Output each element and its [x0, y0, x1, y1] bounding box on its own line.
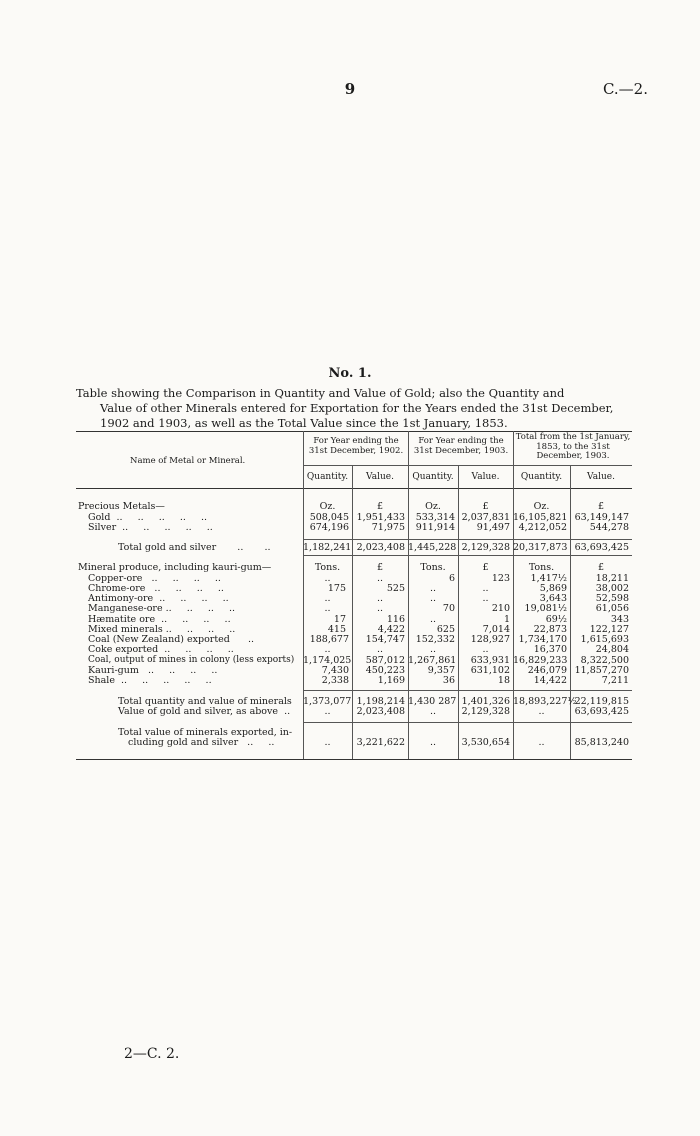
table-cell: .. [429, 644, 437, 655]
table-cell: 2,129,328 [461, 706, 510, 717]
caption-line: Value of other Minerals entered for Exportation for the Years ended the 31st December, [100, 401, 614, 415]
table-cell: .. [482, 593, 489, 604]
table-cell: 1,951,433 [356, 512, 405, 523]
table-cell: 18,893,227½ [513, 696, 577, 707]
table-cell: 175 [327, 583, 346, 594]
table-cell: .. [376, 593, 384, 604]
table-cell: 152,332 [415, 634, 455, 645]
table-cell: 1,417½ [530, 573, 567, 584]
table-cell: 14,422 [533, 675, 567, 686]
table-cell: £ [597, 501, 605, 512]
row-label: Manganese-ore .. .. .. .. [88, 603, 236, 614]
row-label-text: Coke exported [88, 644, 159, 655]
table-cell: 544,278 [589, 522, 629, 533]
row-label-text: Copper-ore [88, 573, 143, 584]
table-cell: .. [538, 737, 545, 748]
table-cell: 20,317,873 [513, 542, 568, 553]
table-cell: 70 [442, 603, 455, 614]
table-cell: .. [376, 644, 384, 655]
table-cell: 2,023,408 [356, 542, 405, 553]
table-cell: 24,804 [595, 644, 629, 655]
table-number-heading: No. 1. [328, 366, 372, 381]
table-cell: 69½ [545, 614, 567, 625]
table-cell: Oz. [425, 501, 441, 512]
row-label-text: Kauri-gum [88, 665, 139, 676]
table-cell: 16,370 [533, 644, 567, 655]
table-cell: 1,174,025 [303, 655, 352, 666]
subheader-value: Value. [366, 472, 394, 482]
row-label-text: Silver [88, 522, 117, 533]
table-cell: 128,927 [470, 634, 510, 645]
table-cell: £ [482, 501, 489, 512]
table-cell: Tons. [420, 562, 446, 573]
table-cell: .. [429, 583, 437, 594]
row-label: Hæmatite ore .. .. .. .. [88, 614, 231, 625]
table-cell: £ [376, 562, 384, 573]
row-label: Mineral produce, including kauri-gum— [78, 562, 272, 573]
table-cell: .. [324, 706, 331, 717]
table-cell: Tons. [314, 562, 341, 573]
caption-line: Table showing the Comparison in Quantity and Value of Gold; also the Quantity and [76, 386, 565, 400]
table-cell: 11,857,270 [574, 665, 629, 676]
table-cell: 122,127 [589, 624, 629, 635]
row-label-text: Antimony-ore [88, 593, 154, 604]
row-label: Chrome-ore .. .. .. .. [88, 583, 224, 594]
document-reference: C.—2. [602, 80, 648, 98]
row-label-text: Chrome-ore [88, 583, 146, 594]
table-cell: 63,149,147 [574, 512, 629, 523]
name-column-header: Name of Metal or Mineral. [130, 456, 246, 466]
row-label-text: Coal (New Zealand) exported [88, 634, 230, 645]
table-cell: .. [324, 573, 331, 584]
table-cell: 1 [503, 614, 510, 625]
group-header: For Year ending the 31st December, 1903. [413, 436, 509, 456]
table-cell: 22,119,815 [574, 696, 629, 707]
page-footer: 2—C. 2. [124, 1046, 180, 1062]
row-label: Kauri-gum .. .. .. .. [88, 665, 218, 676]
table-cell: 3,530,654 [461, 737, 510, 748]
table-cell: 450,223 [365, 665, 405, 676]
table-cell: 8,322,500 [580, 655, 629, 666]
header-bottom-rule [76, 488, 632, 489]
table-cell: 2,338 [321, 675, 349, 686]
table-cell: .. [376, 603, 384, 614]
table-caption [76, 386, 630, 431]
table-cell: 116 [386, 614, 405, 625]
table-cell: 36 [442, 675, 455, 686]
row-label-text: Mixed minerals [88, 624, 163, 635]
subheader-quantity: Quantity. [520, 472, 563, 482]
row-label: Gold .. .. .. .. .. [88, 512, 208, 523]
table-cell: Oz. [533, 501, 550, 512]
table-cell: 2,037,831 [461, 512, 510, 523]
subheader-quantity: Quantity. [412, 472, 454, 482]
table-cell: 7,014 [482, 624, 510, 635]
table-cell: .. [324, 593, 331, 604]
row-label: Total value of minerals exported, in- [118, 727, 293, 738]
group-header: Total from the 1st January, 1853, to the 31st December, 1903. [515, 432, 631, 461]
table-cell: 533,314 [415, 512, 455, 523]
table-cell: 123 [491, 573, 510, 584]
row-label: Coal, output of mines in colony (less exports) [88, 655, 295, 665]
table-cell: 1,445,228 [408, 542, 457, 553]
row-label: Copper-ore .. .. .. .. [88, 573, 221, 584]
table-cell: .. [324, 737, 331, 748]
table-cell: .. [538, 706, 545, 717]
table-cell: 154,747 [365, 634, 405, 645]
row-label: Total gold and silver .. .. [118, 542, 271, 553]
table-cell: 625 [436, 624, 455, 635]
table-cell: .. [376, 573, 384, 584]
table-cell: £ [482, 562, 489, 573]
table-cell: 63,693,425 [574, 706, 629, 717]
row-label: Antimony-ore .. .. .. .. [88, 593, 229, 604]
table-cell: 1,182,241 [303, 542, 352, 553]
table-cell: 633,931 [470, 655, 510, 666]
table-cell: £ [376, 501, 384, 512]
row-label: Mixed minerals .. .. .. .. [88, 624, 236, 635]
table-cell: 71,975 [371, 522, 405, 533]
table-cell: 18 [497, 675, 510, 686]
table-cell: 7,430 [321, 665, 349, 676]
table-cell: 674,196 [309, 522, 349, 533]
table-cell: 1,430 287 [408, 696, 457, 707]
table-cell: 415 [327, 624, 346, 635]
row-label: Precious Metals— [78, 501, 165, 512]
table-cell: 1,615,693 [580, 634, 629, 645]
table-bottom-rule [76, 759, 632, 760]
table-cell: 2,129,328 [461, 542, 510, 553]
table-cell: 2,023,408 [356, 706, 405, 717]
row-label-text: Manganese-ore [88, 603, 163, 614]
table-cell: 17 [333, 614, 346, 625]
table-cell: 7,211 [601, 675, 629, 686]
table-cell: 1,169 [377, 675, 405, 686]
table-cell: 343 [610, 614, 629, 625]
table-cell: 19,081½ [524, 603, 567, 614]
row-label-text: Shale [88, 675, 115, 686]
table-cell: 22,873 [533, 624, 567, 635]
table-cell: .. [482, 583, 489, 594]
table-cell: 61,056 [595, 603, 629, 614]
table-cell: 4,212,052 [518, 522, 567, 533]
table-cell: 1,373,077 [303, 696, 352, 707]
caption-line: 1902 and 1903, as well as the Total Value since the 1st January, 1853. [100, 416, 508, 430]
row-label-text: Gold [88, 512, 111, 523]
subheader-value: Value. [471, 472, 500, 482]
table-cell: 246,079 [527, 665, 567, 676]
table-cell: .. [429, 737, 437, 748]
row-label: Coke exported .. .. .. .. [88, 644, 234, 655]
table-cell: .. [324, 644, 331, 655]
table-cell: 91,497 [476, 522, 510, 533]
table-cell: .. [429, 706, 437, 717]
table-cell: 16,829,233 [513, 655, 568, 666]
table-cell: 18,211 [595, 573, 629, 584]
table-cell: 631,102 [470, 665, 510, 676]
table-cell: 9,357 [427, 665, 455, 676]
table-cell: Oz. [319, 501, 336, 512]
table-cell: 3,643 [539, 593, 567, 604]
group-header: For Year ending the 31st December, 1902. [308, 436, 404, 456]
row-label-text: Total gold and silver [118, 542, 217, 553]
row-label: Value of gold and silver, as above .. [118, 706, 291, 717]
row-label-text: Value of gold and silver, as above [118, 706, 279, 717]
row-label-text: Hæmatite ore [88, 614, 156, 625]
table-cell: 1,198,214 [356, 696, 405, 707]
table-cell: Tons. [528, 562, 555, 573]
row-label: cluding gold and silver .. .. [128, 737, 275, 748]
table-cell: 85,813,240 [574, 737, 629, 748]
table-cell: 508,045 [309, 512, 349, 523]
page-number: 9 [344, 80, 356, 98]
table-cell: 1,401,326 [461, 696, 510, 707]
table-cell: 911,914 [415, 522, 455, 533]
table-cell: 38,002 [595, 583, 629, 594]
row-label: Silver .. .. .. .. .. [88, 522, 213, 533]
table-cell: .. [429, 614, 437, 625]
table-cell: 188,677 [309, 634, 349, 645]
table-cell: 525 [386, 583, 405, 594]
row-label: Shale .. .. .. .. .. [88, 675, 212, 686]
row-label: Coal (New Zealand) exported .. [88, 634, 255, 645]
row-label: Total quantity and value of minerals [118, 696, 292, 707]
table-cell: 587,012 [365, 655, 405, 666]
table-cell: 210 [491, 603, 510, 614]
table-cell: 5,869 [539, 583, 567, 594]
subheader-value: Value. [587, 472, 615, 482]
table-cell: 63,693,425 [574, 542, 629, 553]
table-cell: 6 [448, 573, 455, 584]
table-cell: 52,598 [595, 593, 629, 604]
table-cell: £ [597, 562, 605, 573]
table-cell: .. [482, 644, 489, 655]
table-cell: 3,221,622 [356, 737, 405, 748]
table-cell: 1,267,861 [408, 655, 457, 666]
table-cell: 4,422 [377, 624, 405, 635]
table-cell: 16,105,821 [513, 512, 568, 523]
table-cell: 1,734,170 [518, 634, 567, 645]
row-label-text: cluding gold and silver [128, 737, 239, 748]
subheader-quantity: Quantity. [306, 472, 349, 482]
table-cell: .. [324, 603, 331, 614]
table-cell: .. [429, 593, 437, 604]
